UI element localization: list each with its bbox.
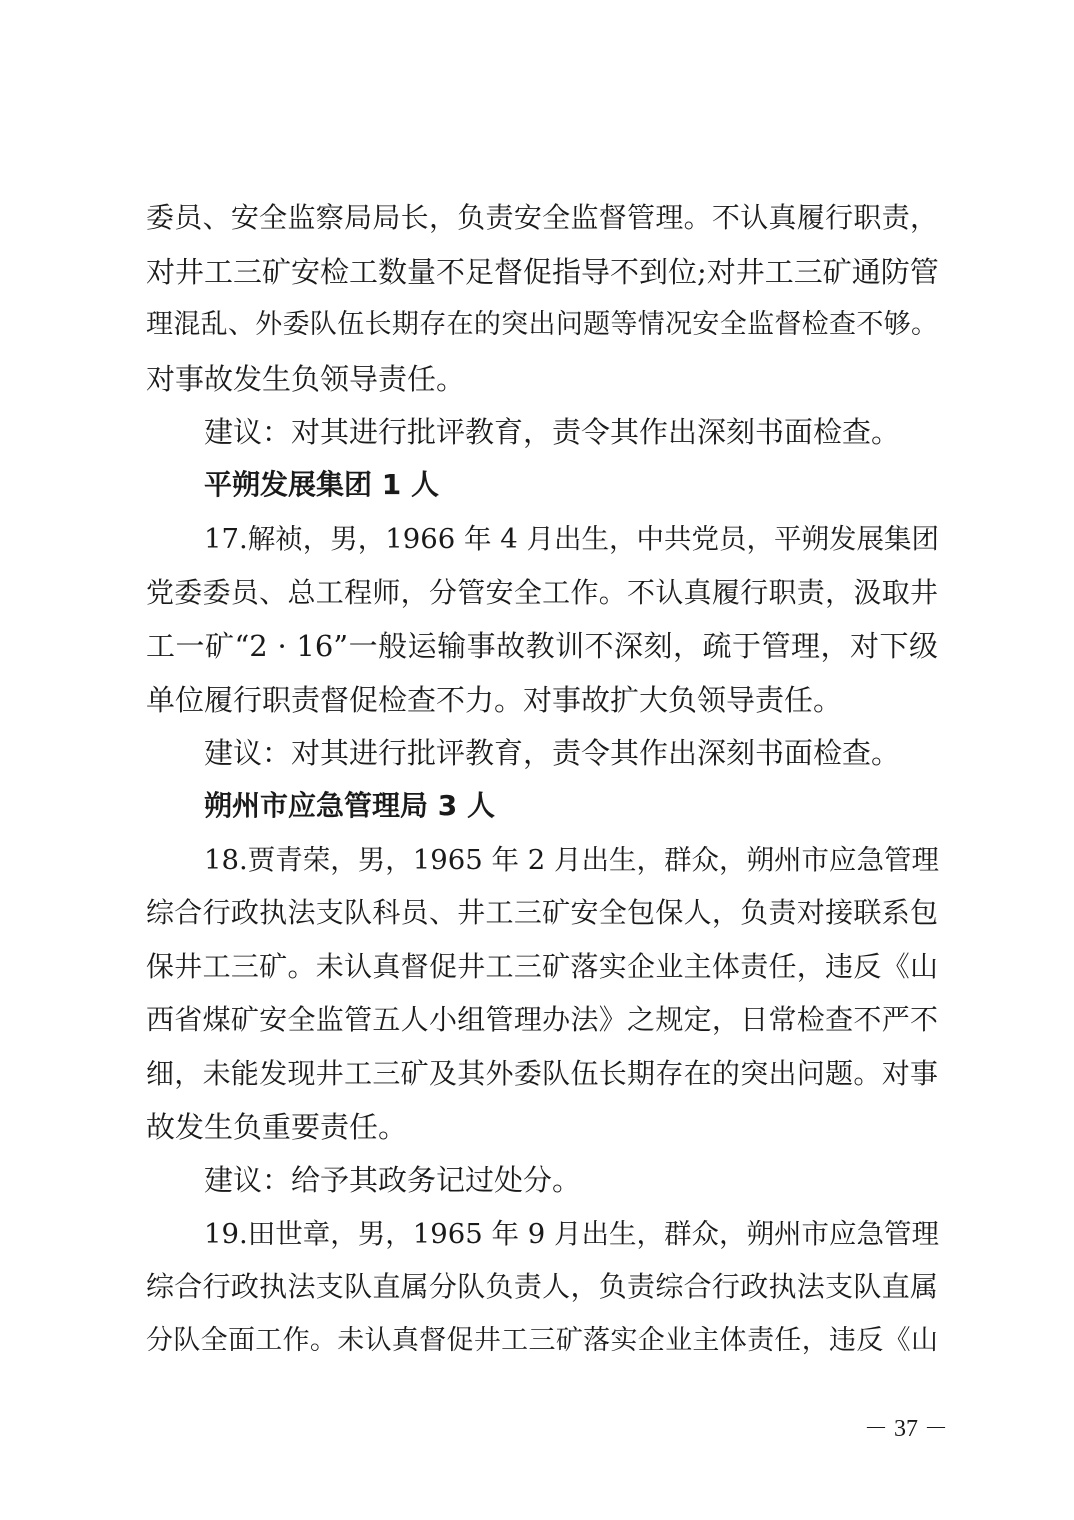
text-line: 单位履行职责督促检查不力。对事故扩大负领导责任。 — [146, 683, 843, 717]
page-number: － 37 － — [864, 1416, 948, 1442]
text-line: 19.田世章，男，1965 年 9 月出生，群众，朔州市应急管理 — [204, 1218, 939, 1250]
text-line: 工一矿“2 · 16”一般运输事故教训不深刻，疏于管理，对下级 — [146, 629, 938, 663]
recommendation-line: 建议：对其进行批评教育，责令其作出深刻书面检查。 — [204, 415, 901, 449]
text-line: 对井工三矿安检工数量不足督促指导不到位;对井工三矿通防管 — [146, 255, 939, 289]
text-line: 保井工三矿。未认真督促井工三矿落实企业主体责任，违反《山 — [146, 950, 938, 983]
text-line: 18.贾青荣，男，1965 年 2 月出生，群众，朔州市应急管理 — [204, 844, 939, 876]
text-line: 理混乱、外委队伍长期存在的突出问题等情况安全监督检查不够。 — [146, 309, 938, 340]
section-heading: 朔州市应急管理局 3 人 — [204, 789, 495, 822]
text-line: 党委委员、总工程师，分管安全工作。不认真履行职责，汲取井 — [146, 576, 938, 609]
text-line: 西省煤矿安全监管五人小组管理办法》之规定，日常检查不严不 — [146, 1003, 938, 1036]
text-line: 综合行政执法支队科员、井工三矿安全包保人，负责对接联系包 — [146, 896, 938, 929]
text-line: 委员、安全监察局局长，负责安全监督管理。不认真履行职责， — [146, 201, 938, 234]
recommendation-line: 建议：对其进行批评教育，责令其作出深刻书面检查。 — [204, 736, 901, 770]
text-line: 综合行政执法支队直属分队负责人，负责综合行政执法支队直属 — [146, 1270, 938, 1303]
section-heading: 平朔发展集团 1 人 — [204, 468, 439, 501]
text-line: 细，未能发现井工三矿及其外委队伍长期存在的突出问题。对事 — [146, 1057, 938, 1090]
text-line: 17.解祯，男，1966 年 4 月出生，中共党员，平朔发展集团 — [204, 523, 939, 555]
recommendation-line: 建议：给予其政务记过处分。 — [204, 1163, 582, 1197]
text-line: 故发生负重要责任。 — [146, 1110, 408, 1144]
text-line: 对事故发生负领导责任。 — [146, 362, 466, 396]
text-line: 分队全面工作。未认真督促井工三矿落实企业主体责任，违反《山 — [146, 1325, 938, 1356]
